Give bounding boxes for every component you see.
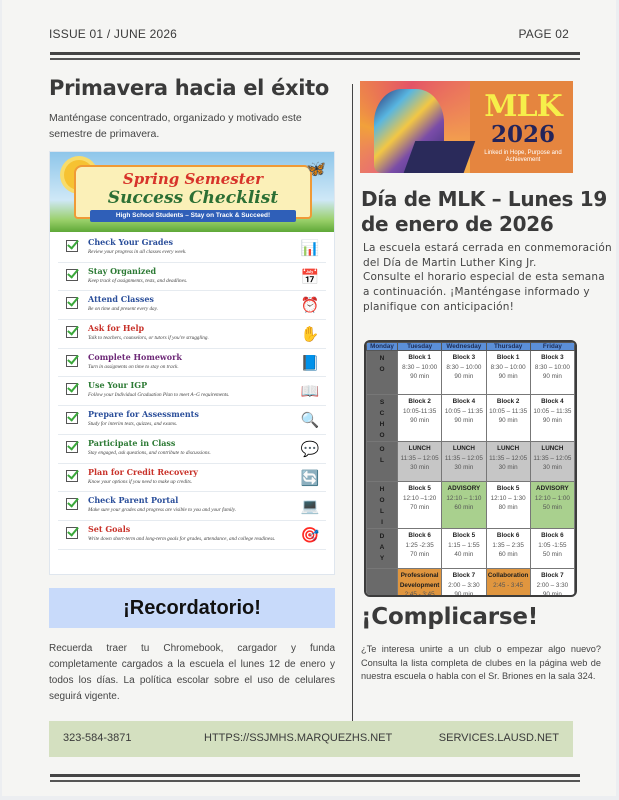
checklist-item — [58, 492, 326, 521]
block-name: Block 7 — [541, 572, 564, 579]
holiday-column-cell: N O — [367, 351, 398, 395]
block-time: 11:35 – 12:05 — [444, 454, 483, 462]
schedule-cell — [486, 351, 530, 395]
grades-chart-icon: 📊 — [300, 239, 320, 257]
checklist-item-desc: Keep track of assignments, tests, and deadlines. — [88, 277, 188, 284]
mlk-image-tagline: Linked in Hope, Purpose and Achievement — [484, 150, 562, 163]
block-name: LUNCH — [408, 445, 431, 452]
block-name: LUNCH — [541, 445, 564, 452]
header-rule-thin — [50, 58, 580, 60]
schedule-cell — [398, 482, 442, 529]
block-duration: 90 min — [542, 591, 562, 597]
block-duration: 50 min — [542, 504, 562, 511]
block-duration: 90 min — [454, 591, 474, 597]
target-icon: 🎯 — [300, 525, 320, 544]
checkbox-checked-icon — [66, 498, 78, 510]
checkbox-checked-icon — [66, 240, 78, 252]
block-name: Block 4 — [541, 398, 564, 405]
column-divider — [352, 84, 353, 724]
schedule-cell — [442, 529, 486, 569]
block-time: 12:10 – 1:30 — [490, 494, 526, 502]
schedule-cell — [486, 395, 530, 442]
block-time: 8:30 – 10:00 — [490, 363, 526, 371]
schedule-row — [367, 529, 575, 569]
block-duration: 90 min — [498, 373, 518, 380]
block-duration: 90 min — [410, 373, 430, 380]
spring-title: Primavera hacia el éxito — [49, 76, 330, 100]
holiday-column-cell — [367, 569, 398, 598]
checklist-item-title: Attend Classes — [88, 294, 154, 305]
alarm-clock-icon: ⏰ — [300, 296, 320, 315]
mlk-image-line1: MLK — [484, 89, 562, 124]
homework-book-icon: 📘 — [300, 353, 320, 372]
block-time: 1:05 -1:55 — [538, 541, 567, 549]
checklist-item — [58, 349, 326, 378]
block-name: ADVISORY — [447, 485, 481, 492]
clubs-title: ¡Complicarse! — [361, 604, 539, 630]
schedule-cell — [398, 569, 442, 598]
mlk-text-schedule: Consulte el horario especial de esta semana a continuación. ¡Manténgase informado y planifique con anticipación! — [363, 271, 605, 313]
block-name: LUNCH — [452, 445, 475, 452]
spring-lead: Manténgase concentrado, organizado y motivado este semestre de primavera. — [49, 112, 302, 140]
block-duration: 60 min — [498, 551, 518, 558]
issue-label: ISSUE 01 / JUNE 2026 — [49, 27, 178, 41]
footer-phone: 323-584-3871 — [63, 732, 132, 744]
block-duration: 30 min — [454, 464, 474, 471]
block-name: LUNCH — [497, 445, 520, 452]
mlk-title: Día de MLK – Lunes 19 de enero de 2026 — [361, 187, 608, 236]
checklist-item-title: Complete Homework — [88, 351, 182, 362]
checklist-item-desc: Be on time and present every day. — [88, 306, 158, 313]
schedule-cell — [442, 351, 486, 395]
block-time: 12:10 – 1:10 — [446, 494, 482, 502]
contact-footer — [49, 721, 573, 757]
checklist-item-desc: Study for interim tests, quizzes, and exams. — [88, 421, 178, 428]
block-duration: 70 min — [410, 504, 430, 511]
checklist-item-title: Ask for Help — [88, 323, 145, 334]
recycle-arrows-icon: 🔄 — [300, 468, 320, 487]
schedule-cell — [442, 395, 486, 442]
butterfly-icon: 🦋 — [306, 159, 326, 178]
schedule-cell — [486, 482, 530, 529]
schedule-cell — [442, 442, 486, 482]
block-name: Block 2 — [496, 398, 520, 405]
block-duration: 70 min — [410, 551, 430, 558]
checklist-item — [58, 377, 326, 406]
mlk-week-schedule — [364, 340, 577, 597]
block-duration: 30 min — [498, 464, 518, 471]
checklist-item-title: Plan for Credit Recovery — [88, 466, 198, 477]
checklist-item — [58, 263, 326, 292]
schedule-header-wednesday: Wednesday — [442, 343, 486, 351]
block-time: 1:35 – 2:35 — [492, 541, 524, 549]
page-number: PAGE 02 — [518, 27, 569, 41]
block-name: Block 6 — [408, 532, 431, 539]
block-name: Block 6 — [496, 532, 520, 539]
block-name: Professional Development — [399, 572, 440, 589]
block-name: Block 3 — [452, 354, 476, 361]
block-duration: 90 min — [542, 417, 562, 424]
block-duration: 90 min — [454, 373, 474, 380]
schedule-cell — [398, 395, 442, 442]
schedule-cell — [530, 529, 574, 569]
holiday-column-cell: D A Y — [367, 529, 398, 569]
block-time: 1:15 – 1:55 — [448, 541, 480, 549]
block-duration: 60 min — [454, 504, 474, 511]
block-time: 10:05-11:35 — [403, 407, 437, 415]
schedule-row — [367, 395, 575, 442]
schedule-cell — [530, 351, 574, 395]
block-time: 1:25 -2:35 — [405, 541, 434, 549]
schedule-cell — [442, 569, 486, 598]
checkbox-checked-icon — [66, 470, 78, 482]
footer-website-link[interactable]: HTTPS://SSJMHS.MARQUEZHS.NET — [204, 732, 393, 744]
checkbox-checked-icon — [66, 441, 78, 453]
block-duration: 90 min — [454, 417, 474, 424]
schedule-cell — [530, 569, 574, 598]
checkbox-checked-icon — [66, 326, 78, 338]
checklist-item — [58, 464, 326, 493]
block-time: 12:10 –1:20 — [402, 494, 437, 502]
block-time: 12:10 – 1:00 — [534, 494, 570, 502]
mlk-text-closure: La escuela estará cerrada en conmemoración del Día de Martin Luther King Jr. — [363, 242, 612, 269]
schedule-cell — [530, 442, 574, 482]
footer-services-link[interactable]: SERVICES.LAUSD.NET — [438, 732, 559, 744]
header-rule — [50, 52, 580, 55]
checkbox-checked-icon — [66, 355, 78, 367]
block-duration: 90 min — [410, 417, 430, 424]
checklist-banner — [50, 152, 334, 232]
schedule-cell — [398, 529, 442, 569]
checklist-item-desc: Know your options if you need to make up credits. — [88, 478, 193, 485]
block-name: ADVISORY — [536, 485, 569, 492]
checklist-item-title: Set Goals — [88, 523, 131, 534]
block-name: Block 5 — [496, 485, 520, 492]
block-time: 8:30 – 10:00 — [402, 363, 438, 371]
checklist-item — [58, 406, 326, 435]
checkbox-checked-icon — [66, 527, 78, 539]
checklist-item-title: Prepare for Assessments — [88, 409, 199, 420]
laptop-family-icon: 💻 — [300, 497, 320, 516]
checklist-item-title: Participate in Class — [88, 437, 176, 448]
block-time: 2:00 – 3:30 — [448, 581, 480, 589]
block-time: 10:05 – 11:35 — [444, 407, 483, 415]
checkbox-checked-icon — [66, 297, 78, 309]
block-time: 8:30 – 10:00 — [446, 363, 482, 371]
block-time: 8:30 – 10:00 — [534, 363, 570, 371]
schedule-cell — [442, 482, 486, 529]
checklist-item-title: Check Your Grades — [88, 237, 174, 247]
block-name: Block 5 — [452, 532, 476, 539]
block-time: 11:35 – 12:05 — [533, 454, 572, 462]
checklist-item-title: Check Parent Portal — [88, 495, 179, 506]
checklist-item — [58, 521, 326, 550]
schedule-cell — [398, 351, 442, 395]
schedule-row — [367, 569, 575, 598]
checklist-item — [58, 435, 326, 464]
checklist-item-desc: Write down short-term and long-term goals for grades, attendance, and college readiness. — [88, 535, 276, 542]
block-time: 10:05 – 11:35 — [489, 407, 528, 415]
checklist-item-desc: Turn in assigments on time to stay on track. — [88, 363, 179, 370]
banner-subtitle: High School Students – Stay on Track & Succeed! — [90, 210, 296, 222]
block-duration: 30 min — [410, 464, 430, 471]
block-name: Block 1 — [408, 354, 431, 361]
checklist-items — [50, 234, 334, 550]
holiday-column-cell: O L — [367, 442, 398, 482]
banner-line1: Spring Semester — [122, 170, 264, 188]
schedule-header-monday: Monday — [367, 343, 398, 351]
holiday-column-cell: H O L I — [367, 482, 398, 529]
clubs-text: ¿Te interesa unirte a un club o empezar algo nuevo? Consulta la lista completa de clubes en la página web de nuestra escuela o habla con el Sr. Briones en la sala 324. — [361, 644, 601, 682]
block-name: Block 4 — [452, 398, 476, 405]
checkbox-checked-icon — [66, 412, 78, 424]
schedule-cell — [398, 442, 442, 482]
block-name: Block 5 — [408, 485, 431, 492]
block-time: 2:45 - 3:45 — [404, 591, 435, 597]
block-name: Block 3 — [541, 354, 564, 361]
block-time: 10:05 – 11:35 — [533, 407, 572, 415]
holiday-column-cell: S C H O — [367, 395, 398, 442]
checklist-item-title: Stay Organized — [88, 265, 157, 276]
checklist-item-title: Use Your IGP — [88, 380, 148, 391]
schedule-cell — [486, 529, 530, 569]
schedule-cell — [530, 482, 574, 529]
block-time: 11:35 – 12:05 — [489, 454, 528, 462]
checklist-item-desc: Make sure your grades and progress are visible to you and your family. — [88, 507, 237, 514]
schedule-row — [367, 482, 575, 529]
block-name: Block 6 — [541, 532, 564, 539]
schedule-row — [367, 351, 575, 395]
checklist-item-desc: Stay engaged, ask questions, and contribute to discussions. — [88, 449, 211, 456]
schedule-cell — [486, 569, 530, 598]
block-time: 2:45 - 3:45 — [493, 581, 524, 589]
magnifier-book-icon: 🔍 — [300, 411, 320, 430]
checklist-item — [58, 291, 326, 320]
checklist-item-desc: Follow your Individual Graduation Plan to meet A–G requirements. — [88, 392, 230, 399]
checklist-item — [58, 234, 326, 263]
mlk-image-line2: 2026 — [490, 121, 555, 148]
reminder-heading: ¡Recordatorio! — [49, 588, 335, 628]
block-duration: 40 min — [454, 551, 474, 558]
block-duration: 80 min — [498, 504, 518, 511]
schedule-header-friday: Friday — [530, 343, 574, 351]
block-duration: 90 min — [542, 373, 562, 380]
mlk-text — [363, 241, 613, 315]
block-name: Block 7 — [452, 572, 476, 579]
banner-line2: Success Checklist — [107, 188, 279, 208]
block-duration: 50 min — [542, 551, 562, 558]
reminder-text: Recuerda traer tu Chromebook, cargador y funda completamente cargados a la escuela el lunes 12 de enero y todos los días. La política escolar sobre el uso de celulares seguirá vigente. — [49, 643, 335, 702]
schedule-header-tuesday: Tuesday — [398, 343, 442, 351]
calendar-icon: 📅 — [300, 267, 320, 286]
open-book-icon: 📖 — [300, 382, 320, 401]
footer-rule — [50, 774, 580, 777]
checklist-item-desc: Talk to teachers, counselors, or tutors if you're struggling. — [88, 335, 209, 342]
block-duration: 90 min — [498, 417, 518, 424]
checkbox-checked-icon — [66, 269, 78, 281]
schedule-header-thursday: Thursday — [486, 343, 530, 351]
checkbox-checked-icon — [66, 383, 78, 395]
block-duration: 30 min — [542, 464, 562, 471]
chat-bubbles-icon: 💬 — [300, 439, 320, 458]
block-time: 2:00 – 3:30 — [536, 581, 569, 589]
block-time: 11:35 – 12:05 — [400, 454, 439, 462]
spring-checklist-image — [49, 151, 335, 575]
block-name: Collaboration — [487, 572, 529, 579]
checklist-item-desc: Review your progress in all classes every week. — [88, 249, 187, 255]
block-name: Block 1 — [496, 354, 520, 361]
raised-hand-icon: ✋ — [300, 325, 320, 344]
schedule-cell — [530, 395, 574, 442]
block-name: Block 2 — [408, 398, 431, 405]
schedule-row — [367, 442, 575, 482]
checklist-item — [58, 320, 326, 349]
newsletter-page — [2, 0, 616, 796]
schedule-cell — [486, 442, 530, 482]
mlk-2026-image — [360, 81, 573, 173]
footer-rule-thin — [50, 780, 580, 782]
